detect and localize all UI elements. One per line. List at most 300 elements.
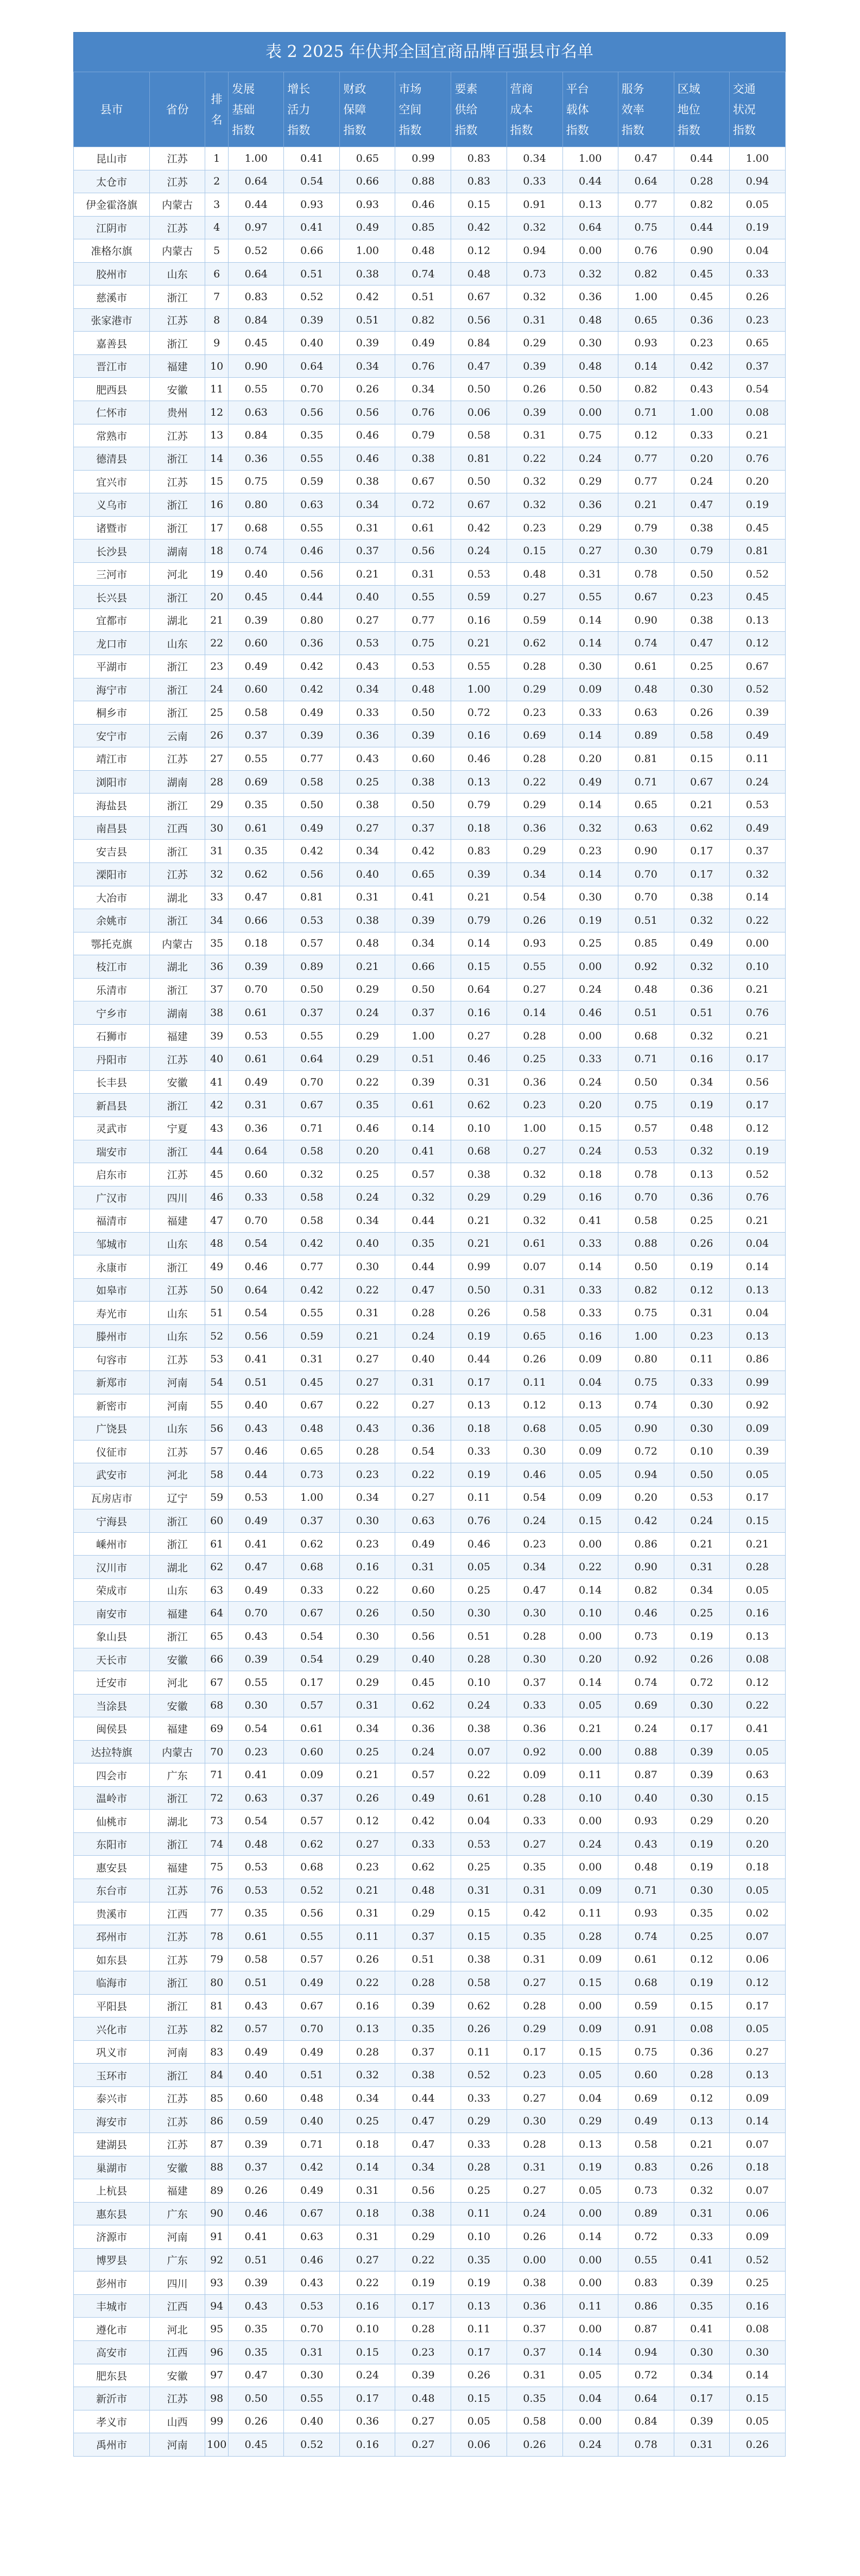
cell-cost: 0.31 [507, 308, 562, 332]
cell-cost: 0.32 [507, 493, 562, 517]
cell-province: 河南 [150, 2225, 205, 2249]
cell-region: 0.30 [674, 1417, 729, 1441]
cell-cost: 0.33 [507, 1810, 562, 1833]
cell-cost: 0.31 [507, 1948, 562, 1971]
cell-growth: 0.62 [284, 1832, 340, 1856]
cell-platform: 0.14 [562, 2340, 618, 2364]
cell-development: 0.63 [229, 401, 284, 424]
cell-service: 0.47 [618, 147, 674, 170]
cell-growth: 0.67 [284, 1602, 340, 1625]
cell-service: 0.82 [618, 1278, 674, 1302]
cell-fiscal: 0.25 [340, 1740, 395, 1763]
cell-development: 0.40 [229, 1394, 284, 1417]
cell-factor: 0.15 [451, 955, 507, 979]
table-row [74, 1116, 786, 1140]
cell-fiscal: 0.38 [340, 470, 395, 493]
cell-factor: 0.05 [451, 2410, 507, 2433]
cell-region: 0.17 [674, 2387, 729, 2410]
cell-market: 0.24 [395, 1324, 451, 1348]
cell-platform: 0.19 [562, 2156, 618, 2179]
cell-county: 昆山市 [74, 147, 150, 170]
cell-fiscal: 0.27 [340, 1371, 395, 1394]
cell-county: 张家港市 [74, 308, 150, 332]
cell-fiscal: 0.29 [340, 1671, 395, 1695]
cell-growth: 0.59 [284, 1324, 340, 1348]
cell-service: 0.75 [618, 1094, 674, 1117]
cell-factor: 0.11 [451, 2202, 507, 2225]
cell-growth: 0.68 [284, 1556, 340, 1579]
cell-province: 浙江 [150, 701, 205, 725]
table-row [74, 840, 786, 863]
cell-rank: 42 [205, 1094, 229, 1117]
header-line: 平台 [566, 82, 589, 96]
cell-growth: 0.39 [284, 308, 340, 332]
cell-platform: 0.00 [562, 2202, 618, 2225]
cell-factor: 0.61 [451, 1786, 507, 1810]
cell-growth: 0.67 [284, 1994, 340, 2017]
table-row [74, 193, 786, 217]
cell-county: 宜都市 [74, 608, 150, 632]
cell-traffic: 0.12 [729, 1116, 785, 1140]
cell-platform: 0.36 [562, 493, 618, 517]
cell-region: 0.08 [674, 2017, 729, 2041]
cell-service: 0.14 [618, 354, 674, 378]
cell-traffic: 0.09 [729, 2086, 785, 2110]
cell-service: 0.94 [618, 2340, 674, 2364]
cell-county: 高安市 [74, 2340, 150, 2364]
cell-growth: 0.70 [284, 1070, 340, 1094]
cell-county: 邹城市 [74, 1232, 150, 1255]
cell-province: 安徽 [150, 1070, 205, 1094]
cell-factor: 0.51 [451, 1625, 507, 1648]
cell-service: 0.87 [618, 2318, 674, 2341]
cell-province: 内蒙古 [150, 193, 205, 217]
cell-service: 0.40 [618, 1786, 674, 1810]
cell-region: 0.17 [674, 862, 729, 886]
cell-service: 0.64 [618, 2387, 674, 2410]
table-row [74, 1556, 786, 1579]
cell-factor: 0.19 [451, 2272, 507, 2295]
cell-province: 河北 [150, 1671, 205, 1695]
cell-market: 0.99 [395, 147, 451, 170]
cell-platform: 0.13 [562, 2133, 618, 2156]
cell-market: 0.19 [395, 2272, 451, 2295]
cell-region: 0.49 [674, 932, 729, 955]
cell-county: 巩义市 [74, 2040, 150, 2064]
cell-cost: 0.22 [507, 770, 562, 794]
cell-fiscal: 0.53 [340, 632, 395, 655]
cell-cost: 0.94 [507, 239, 562, 263]
cell-service: 0.72 [618, 2364, 674, 2387]
cell-region: 0.47 [674, 632, 729, 655]
cell-province: 浙江 [150, 516, 205, 540]
cell-platform: 0.05 [562, 1417, 618, 1441]
cell-province: 浙江 [150, 1832, 205, 1856]
cell-rank: 55 [205, 1394, 229, 1417]
cell-cost: 0.28 [507, 1994, 562, 2017]
cell-province: 山东 [150, 632, 205, 655]
table-row [74, 1394, 786, 1417]
cell-growth: 0.66 [284, 239, 340, 263]
cell-region: 0.31 [674, 2433, 729, 2457]
cell-province: 山东 [150, 1302, 205, 1325]
cell-development: 0.60 [229, 2086, 284, 2110]
cell-region: 0.45 [674, 285, 729, 309]
cell-rank: 27 [205, 747, 229, 771]
cell-region: 0.24 [674, 470, 729, 493]
cell-factor: 0.31 [451, 1879, 507, 1902]
cell-province: 江苏 [150, 1348, 205, 1371]
cell-traffic: 0.22 [729, 909, 785, 932]
cell-development: 0.39 [229, 955, 284, 979]
cell-fiscal: 0.31 [340, 2225, 395, 2249]
cell-province: 江苏 [150, 170, 205, 193]
cell-cost: 0.39 [507, 401, 562, 424]
cell-cost: 0.42 [507, 1902, 562, 1925]
header-line: 指数 [399, 123, 422, 137]
cell-development: 0.30 [229, 1694, 284, 1717]
cell-fiscal: 0.10 [340, 2318, 395, 2341]
cell-traffic: 0.15 [729, 2387, 785, 2410]
cell-service: 0.59 [618, 1994, 674, 2017]
cell-market: 0.22 [395, 2248, 451, 2272]
cell-development: 0.54 [229, 1717, 284, 1741]
cell-rank: 40 [205, 1048, 229, 1071]
cell-development: 0.74 [229, 540, 284, 563]
cell-province: 安徽 [150, 2364, 205, 2387]
cell-region: 0.32 [674, 1140, 729, 1163]
cell-growth: 0.54 [284, 1625, 340, 1648]
cell-platform: 0.16 [562, 1324, 618, 1348]
cell-platform: 0.00 [562, 1810, 618, 1833]
cell-development: 0.41 [229, 1348, 284, 1371]
cell-rank: 100 [205, 2433, 229, 2457]
cell-service: 0.43 [618, 1832, 674, 1856]
cell-growth: 0.71 [284, 1116, 340, 1140]
cell-cost: 0.35 [507, 2387, 562, 2410]
table-row [74, 2340, 786, 2364]
cell-province: 江苏 [150, 1948, 205, 1971]
cell-service: 0.48 [618, 978, 674, 1001]
cell-cost: 0.33 [507, 1694, 562, 1717]
cell-province: 江苏 [150, 747, 205, 771]
cell-cost: 0.92 [507, 1740, 562, 1763]
table-row [74, 770, 786, 794]
cell-rank: 82 [205, 2017, 229, 2041]
cell-market: 0.74 [395, 262, 451, 285]
cell-cost: 0.30 [507, 2110, 562, 2133]
cell-traffic: 0.41 [729, 1717, 785, 1741]
cell-development: 0.61 [229, 816, 284, 840]
cell-platform: 0.29 [562, 2110, 618, 2133]
cell-service: 0.57 [618, 1116, 674, 1140]
table-row [74, 1463, 786, 1487]
cell-county: 句容市 [74, 1348, 150, 1371]
cell-region: 0.34 [674, 2364, 729, 2387]
cell-service: 0.89 [618, 2202, 674, 2225]
cell-traffic: 0.17 [729, 1486, 785, 1509]
header-line: 指数 [566, 123, 589, 137]
cell-county: 汉川市 [74, 1556, 150, 1579]
cell-traffic: 0.81 [729, 540, 785, 563]
cell-province: 湖南 [150, 540, 205, 563]
cell-fiscal: 0.29 [340, 1024, 395, 1048]
cell-factor: 0.64 [451, 978, 507, 1001]
cell-fiscal: 0.22 [340, 1578, 395, 1602]
cell-platform: 0.48 [562, 308, 618, 332]
cell-province: 湖北 [150, 955, 205, 979]
table-row [74, 1740, 786, 1763]
cell-fiscal: 0.26 [340, 1786, 395, 1810]
table-row [74, 724, 786, 747]
cell-platform: 0.09 [562, 678, 618, 701]
cell-fiscal: 0.34 [340, 840, 395, 863]
cell-region: 0.15 [674, 747, 729, 771]
cell-service: 0.68 [618, 1024, 674, 1048]
cell-factor: 0.29 [451, 2110, 507, 2133]
cell-region: 0.30 [674, 678, 729, 701]
cell-fiscal: 0.22 [340, 1394, 395, 1417]
cell-growth: 0.63 [284, 2225, 340, 2249]
cell-traffic: 0.04 [729, 1302, 785, 1325]
cell-rank: 19 [205, 562, 229, 586]
cell-market: 0.60 [395, 1578, 451, 1602]
table-row [74, 540, 786, 563]
cell-market: 0.51 [395, 1048, 451, 1071]
table-row [74, 493, 786, 517]
cell-market: 0.66 [395, 955, 451, 979]
cell-development: 0.44 [229, 193, 284, 217]
cell-county: 平湖市 [74, 655, 150, 678]
cell-service: 0.77 [618, 447, 674, 471]
cell-development: 0.64 [229, 170, 284, 193]
cell-service: 0.88 [618, 1232, 674, 1255]
cell-market: 0.38 [395, 770, 451, 794]
cell-traffic: 0.21 [729, 1209, 785, 1233]
table-row [74, 401, 786, 424]
cell-cost: 0.31 [507, 424, 562, 447]
cell-region: 1.00 [674, 401, 729, 424]
table-row [74, 1371, 786, 1394]
table-row [74, 1048, 786, 1071]
cell-cost: 0.31 [507, 1278, 562, 1302]
cell-service: 0.58 [618, 1209, 674, 1233]
cell-factor: 0.15 [451, 2387, 507, 2410]
cell-county: 建湖县 [74, 2133, 150, 2156]
cell-development: 0.43 [229, 2294, 284, 2318]
cell-county: 邳州市 [74, 1925, 150, 1949]
cell-fiscal: 0.25 [340, 1163, 395, 1187]
cell-service: 0.82 [618, 1578, 674, 1602]
cell-factor: 0.62 [451, 1994, 507, 2017]
cell-county: 达拉特旗 [74, 1740, 150, 1763]
header-metric-cost [507, 72, 562, 147]
cell-traffic: 0.52 [729, 1163, 785, 1187]
cell-platform: 0.22 [562, 1556, 618, 1579]
cell-cost: 0.28 [507, 655, 562, 678]
table-row [74, 354, 786, 378]
cell-market: 0.61 [395, 1094, 451, 1117]
cell-region: 0.38 [674, 608, 729, 632]
cell-traffic: 0.33 [729, 262, 785, 285]
cell-platform: 0.14 [562, 632, 618, 655]
cell-province: 河南 [150, 1371, 205, 1394]
header-line: 指数 [621, 123, 644, 137]
cell-region: 0.25 [674, 1209, 729, 1233]
table-row [74, 2294, 786, 2318]
cell-factor: 0.13 [451, 2294, 507, 2318]
cell-factor: 0.11 [451, 2040, 507, 2064]
cell-development: 0.45 [229, 2433, 284, 2457]
cell-platform: 0.29 [562, 470, 618, 493]
cell-county: 天长市 [74, 1648, 150, 1671]
cell-county: 肥西县 [74, 378, 150, 401]
cell-fiscal: 0.30 [340, 1509, 395, 1533]
cell-platform: 0.23 [562, 840, 618, 863]
header-county: 县市 [74, 72, 150, 147]
cell-county: 兴化市 [74, 2017, 150, 2041]
cell-traffic: 0.22 [729, 1694, 785, 1717]
cell-cost: 0.32 [507, 1209, 562, 1233]
cell-market: 0.48 [395, 1879, 451, 1902]
header-line: 成本 [510, 103, 533, 116]
cell-platform: 0.20 [562, 747, 618, 771]
cell-fiscal: 0.36 [340, 2410, 395, 2433]
cell-factor: 0.26 [451, 1302, 507, 1325]
cell-region: 0.10 [674, 1440, 729, 1463]
cell-service: 0.90 [618, 840, 674, 863]
cell-traffic: 0.45 [729, 516, 785, 540]
cell-service: 0.63 [618, 816, 674, 840]
cell-service: 0.82 [618, 262, 674, 285]
cell-factor: 0.84 [451, 332, 507, 355]
cell-service: 0.77 [618, 470, 674, 493]
cell-fiscal: 0.29 [340, 978, 395, 1001]
cell-fiscal: 0.36 [340, 724, 395, 747]
cell-fiscal: 0.28 [340, 1440, 395, 1463]
header-line: 营商 [510, 82, 533, 96]
table-row [74, 2364, 786, 2387]
cell-service: 0.86 [618, 2294, 674, 2318]
cell-region: 0.36 [674, 308, 729, 332]
cell-region: 0.35 [674, 2294, 729, 2318]
cell-fiscal: 0.18 [340, 2133, 395, 2156]
cell-traffic: 0.25 [729, 2272, 785, 2295]
cell-traffic: 0.00 [729, 932, 785, 955]
cell-development: 0.70 [229, 1209, 284, 1233]
cell-traffic: 0.45 [729, 586, 785, 609]
cell-development: 0.49 [229, 655, 284, 678]
cell-factor: 0.21 [451, 1232, 507, 1255]
cell-rank: 6 [205, 262, 229, 285]
cell-traffic: 0.07 [729, 2179, 785, 2203]
table-row [74, 1810, 786, 1833]
cell-traffic: 0.30 [729, 2340, 785, 2364]
cell-service: 0.55 [618, 2248, 674, 2272]
cell-region: 0.26 [674, 701, 729, 725]
cell-province: 浙江 [150, 493, 205, 517]
cell-growth: 0.48 [284, 2086, 340, 2110]
cell-development: 0.60 [229, 678, 284, 701]
table-row [74, 1324, 786, 1348]
cell-traffic: 0.13 [729, 1625, 785, 1648]
cell-county: 海宁市 [74, 678, 150, 701]
cell-market: 0.33 [395, 1832, 451, 1856]
cell-province: 浙江 [150, 332, 205, 355]
cell-market: 0.62 [395, 1856, 451, 1879]
cell-factor: 0.33 [451, 2086, 507, 2110]
cell-province: 江苏 [150, 2110, 205, 2133]
cell-county: 武安市 [74, 1463, 150, 1487]
cell-fiscal: 0.49 [340, 216, 395, 239]
cell-province: 福建 [150, 1602, 205, 1625]
cell-growth: 0.49 [284, 1971, 340, 1995]
cell-market: 0.28 [395, 1302, 451, 1325]
cell-region: 0.13 [674, 2110, 729, 2133]
cell-traffic: 0.37 [729, 354, 785, 378]
cell-platform: 0.10 [562, 1786, 618, 1810]
cell-fiscal: 0.32 [340, 2064, 395, 2087]
cell-market: 0.14 [395, 1116, 451, 1140]
cell-platform: 0.00 [562, 1856, 618, 1879]
cell-county: 慈溪市 [74, 285, 150, 309]
cell-county: 安宁市 [74, 724, 150, 747]
cell-county: 宁乡市 [74, 1001, 150, 1025]
cell-province: 江苏 [150, 1048, 205, 1071]
cell-development: 0.43 [229, 1417, 284, 1441]
cell-growth: 0.40 [284, 2410, 340, 2433]
cell-service: 0.30 [618, 540, 674, 563]
cell-market: 0.44 [395, 2086, 451, 2110]
cell-factor: 0.19 [451, 1463, 507, 1487]
cell-province: 四川 [150, 1186, 205, 1209]
cell-development: 0.54 [229, 1810, 284, 1833]
cell-region: 0.32 [674, 1024, 729, 1048]
cell-county: 巢湖市 [74, 2156, 150, 2179]
cell-platform: 0.27 [562, 540, 618, 563]
cell-region: 0.19 [674, 1971, 729, 1995]
cell-rank: 49 [205, 1255, 229, 1279]
cell-service: 0.75 [618, 1371, 674, 1394]
header-line: 指数 [732, 123, 756, 137]
cell-factor: 0.56 [451, 308, 507, 332]
cell-market: 0.39 [395, 1994, 451, 2017]
cell-traffic: 0.52 [729, 678, 785, 701]
cell-development: 0.46 [229, 1255, 284, 1279]
cell-factor: 0.28 [451, 1648, 507, 1671]
cell-growth: 0.36 [284, 632, 340, 655]
cell-growth: 0.43 [284, 2272, 340, 2295]
cell-growth: 0.52 [284, 285, 340, 309]
cell-county: 德清县 [74, 447, 150, 471]
cell-rank: 45 [205, 1163, 229, 1187]
cell-development: 0.49 [229, 1070, 284, 1094]
cell-county: 宁海县 [74, 1509, 150, 1533]
cell-growth: 0.58 [284, 770, 340, 794]
cell-platform: 0.11 [562, 1902, 618, 1925]
cell-growth: 0.55 [284, 516, 340, 540]
table-row [74, 1948, 786, 1971]
cell-development: 0.31 [229, 1094, 284, 1117]
cell-fiscal: 0.30 [340, 1255, 395, 1279]
cell-cost: 0.27 [507, 2179, 562, 2203]
cell-factor: 0.15 [451, 1925, 507, 1949]
cell-service: 0.71 [618, 1048, 674, 1071]
header-metric-growth [284, 72, 340, 147]
cell-region: 0.38 [674, 886, 729, 909]
cell-development: 0.26 [229, 2410, 284, 2433]
cell-county: 三河市 [74, 562, 150, 586]
